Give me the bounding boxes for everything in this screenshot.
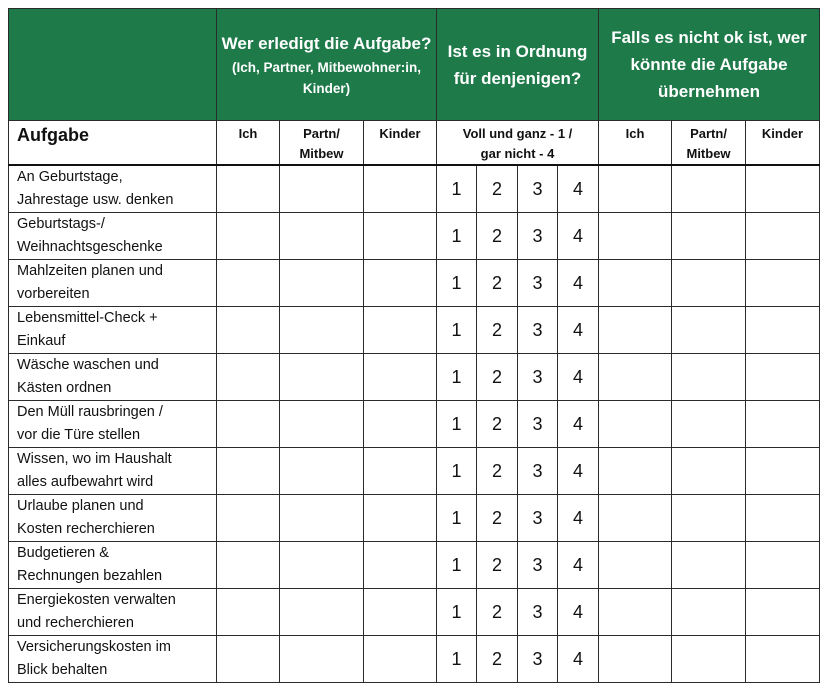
cell-kinder-2[interactable] [746, 165, 820, 213]
column-header-ich-2: Ich [599, 121, 672, 166]
cell-ich[interactable] [217, 165, 280, 213]
cell-ich[interactable] [217, 260, 280, 307]
cell-partner[interactable] [280, 636, 364, 683]
task-label [9, 542, 217, 589]
rating-option[interactable]: 3 [518, 495, 558, 542]
task-label-line: Geburtstags-/ [17, 216, 105, 232]
group-header-alternative: Falls es nicht ok ist, wer könnte die Aufgabe übernehmen [599, 9, 820, 121]
cell-kinder-2[interactable] [746, 589, 820, 636]
cell-kinder[interactable] [364, 354, 437, 401]
rating-option[interactable]: 2 [477, 213, 518, 260]
rating-option[interactable]: 4 [558, 213, 599, 260]
cell-partner[interactable] [280, 354, 364, 401]
household-task-table [8, 8, 820, 683]
cell-kinder[interactable] [364, 165, 437, 213]
rating-option[interactable]: 1 [437, 448, 477, 495]
column-header-row [9, 121, 820, 166]
cell-kinder[interactable] [364, 448, 437, 495]
cell-kinder-2[interactable] [746, 307, 820, 354]
cell-ich-2[interactable] [599, 495, 672, 542]
task-label-line: Wissen, wo im Haushalt [17, 451, 172, 467]
column-header-partner-line1: Partn/ [303, 126, 340, 141]
task-label-line: alles aufbewahrt wird [17, 474, 154, 490]
task-label-line: Rechnungen bezahlen [17, 568, 163, 584]
cell-partner[interactable] [280, 589, 364, 636]
cell-kinder-2[interactable] [746, 542, 820, 589]
cell-kinder-2[interactable] [746, 448, 820, 495]
cell-ich-2[interactable] [599, 448, 672, 495]
rating-option[interactable]: 3 [518, 589, 558, 636]
column-header-kinder-2: Kinder [746, 121, 820, 166]
cell-partner[interactable] [280, 495, 364, 542]
cell-ich-2[interactable] [599, 401, 672, 448]
rating-option[interactable]: 1 [437, 307, 477, 354]
task-label-line: Budgetieren & [17, 545, 109, 561]
cell-ich-2[interactable] [599, 636, 672, 683]
task-label-line: An Geburtstage, [17, 169, 123, 185]
column-header-partner-line2: Mitbew [299, 146, 344, 161]
cell-kinder[interactable] [364, 589, 437, 636]
rating-option[interactable]: 3 [518, 542, 558, 589]
rating-option[interactable]: 4 [558, 307, 599, 354]
cell-kinder-2[interactable] [746, 213, 820, 260]
cell-partner-2[interactable] [672, 260, 746, 307]
rating-option[interactable]: 1 [437, 589, 477, 636]
cell-partner-2[interactable] [672, 354, 746, 401]
rating-option[interactable]: 4 [558, 495, 599, 542]
rating-option[interactable]: 3 [518, 260, 558, 307]
rating-option[interactable]: 4 [558, 636, 599, 683]
task-label [9, 401, 217, 448]
table-row [9, 307, 820, 354]
column-header-partner-2 [672, 121, 746, 166]
cell-partner-2[interactable] [672, 542, 746, 589]
cell-ich[interactable] [217, 589, 280, 636]
rating-option[interactable]: 1 [437, 401, 477, 448]
task-label-line: Kosten recherchieren [17, 521, 155, 537]
rating-option[interactable]: 1 [437, 260, 477, 307]
rating-option[interactable]: 4 [558, 354, 599, 401]
table-row [9, 542, 820, 589]
column-header-rating-line2: gar nicht - 4 [480, 146, 555, 161]
rating-option[interactable]: 1 [437, 354, 477, 401]
column-header-task: Aufgabe [9, 121, 217, 166]
cell-ich[interactable] [217, 401, 280, 448]
task-label [9, 636, 217, 683]
task-label-line: Urlaube planen und [17, 498, 144, 514]
cell-ich[interactable] [217, 213, 280, 260]
task-label-line: Einkauf [17, 333, 66, 349]
cell-ich[interactable] [217, 495, 280, 542]
rating-option[interactable]: 4 [558, 589, 599, 636]
rating-option[interactable]: 2 [477, 542, 518, 589]
rating-option[interactable]: 2 [477, 165, 518, 213]
group-header-who-subtitle: (Ich, Partner, Mitbewohner:in, Kinder) [231, 60, 422, 96]
cell-ich-2[interactable] [599, 165, 672, 213]
task-label-line: Blick behalten [17, 662, 108, 678]
cell-partner-2[interactable] [672, 401, 746, 448]
rating-option[interactable]: 3 [518, 213, 558, 260]
rating-option[interactable]: 4 [558, 165, 599, 213]
cell-kinder-2[interactable] [746, 260, 820, 307]
table-row [9, 401, 820, 448]
table-row [9, 589, 820, 636]
group-header-row [9, 9, 820, 121]
group-header-who [217, 9, 437, 121]
cell-ich-2[interactable] [599, 307, 672, 354]
cell-partner-2[interactable] [672, 636, 746, 683]
header-empty-cell [9, 9, 217, 121]
column-header-partner [280, 121, 364, 166]
cell-partner[interactable] [280, 448, 364, 495]
rating-option[interactable]: 4 [558, 542, 599, 589]
table-row [9, 165, 820, 213]
rating-option[interactable]: 2 [477, 307, 518, 354]
rating-option[interactable]: 3 [518, 354, 558, 401]
table-row [9, 636, 820, 683]
cell-partner[interactable] [280, 165, 364, 213]
table-row [9, 448, 820, 495]
task-label [9, 307, 217, 354]
rating-option[interactable]: 3 [518, 307, 558, 354]
table-row [9, 354, 820, 401]
task-label-line: Weihnachtsgeschenke [17, 239, 163, 255]
rating-option[interactable]: 2 [477, 401, 518, 448]
cell-kinder[interactable] [364, 213, 437, 260]
cell-kinder[interactable] [364, 636, 437, 683]
task-label [9, 495, 217, 542]
cell-partner-2[interactable] [672, 307, 746, 354]
cell-ich-2[interactable] [599, 260, 672, 307]
rating-option[interactable]: 2 [477, 495, 518, 542]
household-task-table-container [8, 8, 819, 677]
cell-kinder[interactable] [364, 307, 437, 354]
rating-option[interactable]: 1 [437, 495, 477, 542]
rating-option[interactable]: 2 [477, 589, 518, 636]
cell-partner[interactable] [280, 307, 364, 354]
task-label-line: Kästen ordnen [17, 380, 112, 396]
rating-option[interactable]: 3 [518, 401, 558, 448]
cell-partner-2[interactable] [672, 213, 746, 260]
task-label [9, 448, 217, 495]
task-label [9, 354, 217, 401]
rating-option[interactable]: 1 [437, 636, 477, 683]
rating-option[interactable]: 4 [558, 448, 599, 495]
task-label [9, 165, 217, 213]
cell-partner-2[interactable] [672, 495, 746, 542]
cell-ich-2[interactable] [599, 589, 672, 636]
task-label-line: Mahlzeiten planen und [17, 263, 163, 279]
rating-option[interactable]: 1 [437, 542, 477, 589]
task-label-line: Wäsche waschen und [17, 357, 159, 373]
column-header-rating-line1: Voll und ganz - 1 / [462, 126, 573, 141]
task-label-line: Energiekosten verwalten [17, 592, 176, 608]
cell-partner[interactable] [280, 260, 364, 307]
task-label-line: und recherchieren [17, 615, 134, 631]
task-label-line: vor die Türe stellen [17, 427, 141, 443]
cell-kinder-2[interactable] [746, 636, 820, 683]
cell-kinder[interactable] [364, 542, 437, 589]
column-header-partner-2-line2: Mitbew [686, 146, 731, 161]
cell-kinder[interactable] [364, 260, 437, 307]
rating-option[interactable]: 2 [477, 636, 518, 683]
task-label [9, 260, 217, 307]
cell-partner[interactable] [280, 542, 364, 589]
cell-ich-2[interactable] [599, 213, 672, 260]
cell-ich[interactable] [217, 354, 280, 401]
cell-kinder-2[interactable] [746, 354, 820, 401]
table-row [9, 260, 820, 307]
cell-kinder-2[interactable] [746, 401, 820, 448]
rating-option[interactable]: 2 [477, 448, 518, 495]
cell-kinder[interactable] [364, 401, 437, 448]
cell-ich-2[interactable] [599, 354, 672, 401]
cell-partner-2[interactable] [672, 589, 746, 636]
rating-option[interactable]: 3 [518, 636, 558, 683]
rating-option[interactable]: 1 [437, 165, 477, 213]
column-header-kinder: Kinder [364, 121, 437, 166]
rating-option[interactable]: 2 [477, 354, 518, 401]
task-label-line: Versicherungskosten im [17, 639, 171, 655]
cell-kinder-2[interactable] [746, 495, 820, 542]
rating-option[interactable]: 4 [558, 260, 599, 307]
cell-partner-2[interactable] [672, 448, 746, 495]
group-header-ok: Ist es in Ordnung für denjenigen? [437, 9, 599, 121]
table-row [9, 213, 820, 260]
cell-ich[interactable] [217, 542, 280, 589]
task-label-line: vorbereiten [17, 286, 90, 302]
cell-ich[interactable] [217, 636, 280, 683]
table-row [9, 495, 820, 542]
group-header-who-title: Wer erledigt die Aufgabe? [221, 34, 432, 53]
cell-partner[interactable] [280, 401, 364, 448]
rating-option[interactable]: 3 [518, 165, 558, 213]
column-header-partner-2-line1: Partn/ [690, 126, 727, 141]
cell-ich[interactable] [217, 307, 280, 354]
task-label [9, 589, 217, 636]
rating-option[interactable]: 4 [558, 401, 599, 448]
task-label-line: Lebensmittel-Check + [17, 310, 158, 326]
column-header-ich: Ich [217, 121, 280, 166]
rating-option[interactable]: 1 [437, 213, 477, 260]
rating-option[interactable]: 2 [477, 260, 518, 307]
cell-partner[interactable] [280, 213, 364, 260]
column-header-rating [437, 121, 599, 166]
task-label-line: Jahrestage usw. denken [17, 192, 174, 208]
cell-kinder[interactable] [364, 495, 437, 542]
task-table-body [9, 165, 820, 683]
cell-ich-2[interactable] [599, 542, 672, 589]
task-label-line: Den Müll rausbringen / [17, 404, 163, 420]
rating-option[interactable]: 3 [518, 448, 558, 495]
task-label [9, 213, 217, 260]
cell-ich[interactable] [217, 448, 280, 495]
cell-partner-2[interactable] [672, 165, 746, 213]
